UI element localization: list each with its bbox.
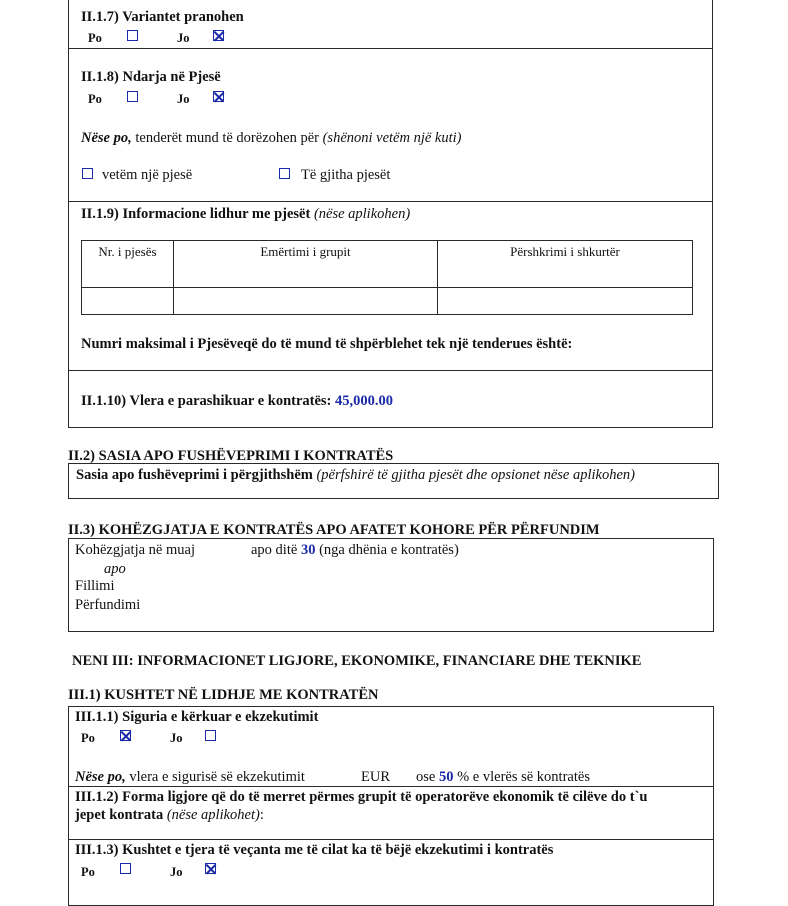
section-iii12-line1: III.1.2) Forma ligjore që do të merret përmes grupit të operatorëve ekonomik të cilëve do t`u [75, 789, 648, 805]
section-119-label: II.1.9) Informacione lidhur me pjesët [81, 206, 311, 222]
section-1110 [81, 394, 393, 409]
if-yes-note: (shënoni vetëm një kuti) [322, 130, 462, 146]
section-119-note: (nëse aplikohen) [313, 206, 411, 222]
divider [68, 839, 714, 840]
checkbox-117-po[interactable] [127, 30, 138, 41]
checkbox-iii11-po[interactable] [120, 730, 131, 741]
checkbox-only-one-part[interactable] [82, 168, 93, 179]
duration-days-line [251, 543, 459, 558]
percent-rest: % e vlerës së kontratës [457, 769, 590, 785]
section-iii12-text: jepet kontrata [75, 807, 164, 823]
currency-label: EUR [361, 769, 390, 785]
percent-line [416, 770, 590, 785]
scope-label: Sasia apo fushëveprimi i përgjithshëm [76, 467, 313, 483]
section-iii1-box [68, 706, 714, 906]
option-only-one-part: vetëm një pjesë [102, 167, 193, 183]
guarantee-amount-label: vlera e sigurisë së ekzekutimit [129, 769, 305, 785]
section-iii1-heading: III.1) KUSHTET NË LIDHJE ME KONTRATËN [68, 687, 379, 703]
contract-value: 45,000.00 [335, 393, 394, 409]
label-po: Po [88, 92, 102, 106]
option-all-parts: Të gjitha pjesët [301, 167, 391, 183]
label-po: Po [81, 865, 95, 879]
section-iii12-note: (nëse aplikohet) [166, 807, 260, 823]
divider [68, 786, 714, 787]
parts-table [81, 240, 693, 315]
contract-value-label: II.1.10) Vlera e parashikuar e kontratës: [81, 393, 332, 409]
section-118-title: II.1.8) Ndarja në Pjesë [81, 69, 221, 85]
label-jo: Jo [170, 731, 183, 745]
checkbox-iii13-po[interactable] [120, 863, 131, 874]
guarantee-line [75, 770, 305, 785]
checkbox-iii11-jo[interactable] [205, 730, 216, 741]
col-desc-header: Përshkrimi i shkurtër [438, 241, 693, 288]
divider [68, 201, 713, 202]
max-parts-label: Numri maksimal i Pjesëveqë do të mund të shpërblehet tek një tenderues është: [81, 336, 573, 352]
checkbox-all-parts[interactable] [279, 168, 290, 179]
table-cell[interactable] [82, 288, 174, 315]
scope-line [76, 468, 635, 483]
checkbox-iii13-jo[interactable] [205, 863, 216, 874]
section-iii11-title: III.1.1) Siguria e kërkuar e ekzekutimit [75, 709, 319, 725]
colon: : [259, 807, 264, 823]
section-ii3-heading: II.3) KOHËZGJATJA E KONTRATËS APO AFATET KOHORE PËR PËRFUNDIM [68, 522, 600, 538]
section-119-title [81, 207, 410, 222]
section-117-title: II.1.7) Variantet pranohen [81, 9, 244, 25]
checkbox-118-po[interactable] [127, 91, 138, 102]
scope-note: (përfshirë të gjitha pjesët dhe opsionet nëse aplikohen) [316, 467, 635, 483]
days-value: 30 [300, 542, 316, 558]
table-cell[interactable] [438, 288, 693, 315]
if-yes-line [81, 131, 462, 146]
if-yes-label: Nëse po, [75, 769, 126, 785]
start-label: Fillimi [75, 578, 115, 594]
section-iii12-line2 [75, 808, 264, 823]
or-label: ose [416, 769, 436, 785]
table-row [82, 288, 693, 315]
or-days-label: apo ditë [251, 542, 298, 558]
if-yes-rest: tenderët mund të dorëzohen për [135, 130, 319, 146]
checkbox-118-jo[interactable] [213, 91, 224, 102]
days-note: (nga dhënia e kontratës) [319, 542, 459, 558]
divider [68, 370, 713, 371]
percent-value: 50 [438, 769, 454, 785]
section-iii13-title: III.1.3) Kushtet e tjera të veçanta me të cilat ka të bëjë ekzekutimi i kontratës [75, 842, 554, 858]
checkbox-117-jo[interactable] [213, 30, 224, 41]
section-ii2-heading: II.2) SASIA APO FUSHËVEPRIMI I KONTRATËS [68, 448, 394, 464]
col-name-header: Emërtimi i grupit [174, 241, 438, 288]
label-po: Po [81, 731, 95, 745]
label-jo: Jo [177, 31, 190, 45]
col-nr-header: Nr. i pjesës [82, 241, 174, 288]
table-cell[interactable] [174, 288, 438, 315]
table-header-row [82, 241, 693, 288]
label-jo: Jo [177, 92, 190, 106]
end-label: Përfundimi [75, 597, 141, 613]
apo-label: apo [104, 561, 126, 577]
neni-iii-heading: NENI III: INFORMACIONET LIGJORE, EKONOMIKE, FINANCIARE DHE TEKNIKE [72, 653, 642, 669]
if-yes-label: Nëse po, [81, 130, 132, 146]
label-jo: Jo [170, 865, 183, 879]
divider [68, 48, 713, 49]
label-po: Po [88, 31, 102, 45]
duration-months: Kohëzgjatja në muaj [75, 542, 195, 558]
